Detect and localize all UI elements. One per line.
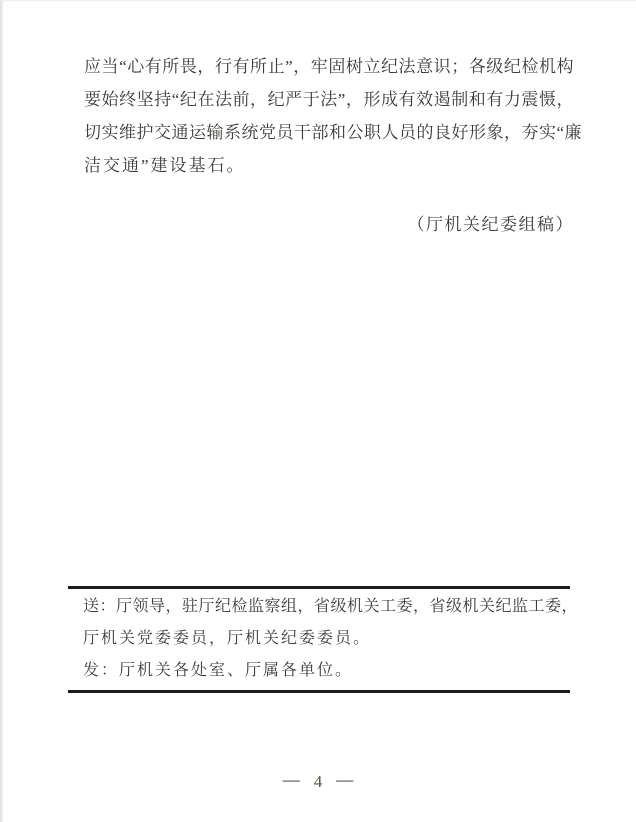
distribution-line-song: 送：厅领导，驻厅纪检监察组，省级机关工委，省级机关纪监工委， — [83, 598, 579, 615]
paragraph-line: 洁交通”建设基石。 — [84, 156, 246, 175]
scan-edge-artifact-top — [0, 0, 636, 2]
page-number: 4 — [313, 772, 323, 791]
paragraph-line: 应当“心有所畏，行有所止”，牢固树立纪法意识；各级纪检机构 — [84, 57, 574, 76]
scan-edge-artifact — [0, 0, 3, 822]
footer-dash-right: — — [336, 770, 354, 789]
distribution-line-continuation: 厅机关党委委员，厅机关纪委委员。 — [83, 630, 372, 647]
attribution-line: （厅机关纪委组稿） — [407, 215, 574, 234]
distribution-line-fa: 发：厅机关各处室、厅属各单位。 — [83, 662, 354, 679]
body-paragraph — [84, 50, 583, 182]
footer-dash-left: — — [282, 770, 300, 789]
page-number-footer — [0, 772, 636, 792]
paragraph-line: 要始终坚持“纪在法前，纪严于法”，形成有效遏制和有力震慑， — [84, 90, 574, 109]
paragraph-line: 切实维护交通运输系统党员干部和公职人员的良好形象，夯实“廉 — [84, 123, 583, 142]
distribution-block — [68, 586, 579, 693]
